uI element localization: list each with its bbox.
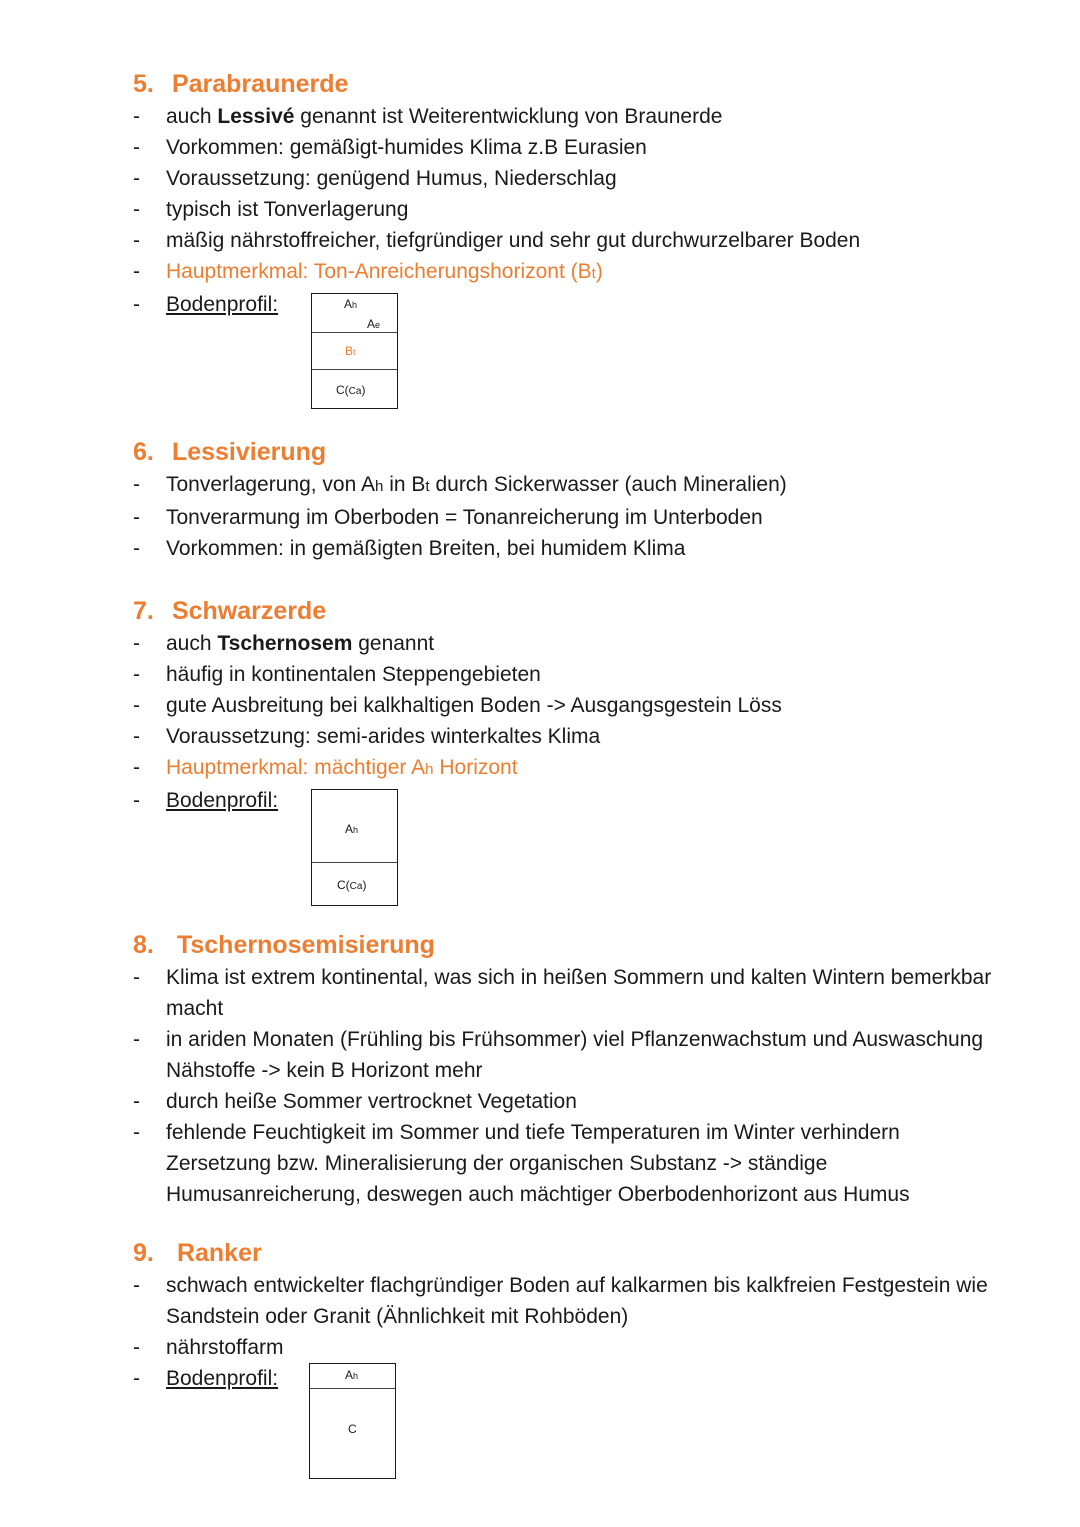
list-item: - in ariden Monaten (Frühling bis Frühsommer) viel Pflanzenwachstum und Auswaschung Nähstoffe -> kein B Horizont mehr — [133, 1028, 984, 1082]
list-item: - durch heiße Sommer vertrocknet Vegetation — [133, 1090, 577, 1113]
list-item: - Klima ist extrem kontinental, was sich in heißen Sommern und kalten Wintern bemerkbar macht — [133, 966, 992, 1020]
horizon-label: C(Ca) — [337, 878, 367, 892]
section-ranker — [133, 1236, 1033, 1394]
horizon-label: C(Ca) — [336, 383, 366, 397]
list-item: - Vorkommen: in gemäßigten Breiten, bei humidem Klima — [133, 537, 686, 560]
list-item: - auch Lessivé genannt ist Weiterentwicklung von Braunerde — [133, 105, 723, 128]
section-heading: 9. Ranker — [133, 1239, 262, 1267]
bullet-list — [133, 469, 1033, 564]
list-item: - auch Tschernosem genannt — [133, 632, 435, 655]
horizon-divider — [312, 369, 397, 370]
bullet-list — [133, 1270, 1003, 1394]
soil-profile-parabraunerde — [311, 293, 398, 409]
section-lessivierung — [133, 435, 1033, 564]
list-item: - Voraussetzung: semi-arides winterkaltes Klima — [133, 725, 601, 748]
section-schwarzerde — [133, 594, 1033, 816]
list-item-highlight: - Hauptmerkmal: mächtiger Ah Horizont — [133, 756, 518, 779]
list-item-highlight: - Hauptmerkmal: Ton-Anreicherungshorizont (Bt) — [133, 260, 603, 283]
section-heading: 6. Lessivierung — [133, 438, 327, 466]
list-item: - Bodenprofil: — [133, 293, 279, 316]
list-item: - typisch ist Tonverlagerung — [133, 198, 409, 221]
bullet-list — [133, 628, 1033, 816]
list-item: - fehlende Feuchtigkeit im Sommer und tiefe Temperaturen im Winter verhindern Zersetzung bzw. Mineralisierung der organischen Substanz -> ständige Humusanreicherung, deswegen auch mächtiger Oberbodenhorizont aus Humus — [133, 1121, 910, 1206]
list-item: - mäßig nährstoffreicher, tiefgründiger und sehr gut durchwurzelbarer Boden — [133, 229, 861, 252]
soil-profile-ranker — [309, 1363, 396, 1479]
list-item: - Tonverarmung im Oberboden = Tonanreicherung im Unterboden — [133, 506, 763, 529]
list-item: - schwach entwickelter flachgründiger Boden auf kalkarmen bis kalkfreien Festgestein wie Sandstein oder Granit (Ähnlichkeit mit Rohböden) — [133, 1274, 988, 1328]
horizon-label: Ae — [367, 317, 381, 331]
section-heading: 5. Parabraunerde — [133, 70, 349, 98]
soil-profile-schwarzerde — [311, 789, 398, 906]
horizon-label: Ah — [345, 1368, 359, 1382]
bullet-list — [133, 962, 1003, 1210]
list-item: - Voraussetzung: genügend Humus, Niederschlag — [133, 167, 617, 190]
horizon-label: Bt — [345, 344, 356, 358]
horizon-divider — [312, 332, 397, 333]
list-item: - Tonverlagerung, von Ah in Bt durch Sickerwasser (auch Mineralien) — [133, 473, 787, 496]
section-parabraunerde — [133, 67, 1033, 320]
list-item: - Vorkommen: gemäßigt-humides Klima z.B Eurasien — [133, 136, 647, 159]
bullet-list — [133, 101, 1033, 320]
list-item: - häufig in kontinentalen Steppengebieten — [133, 663, 541, 686]
section-heading: 7. Schwarzerde — [133, 597, 327, 625]
horizon-label: Ah — [345, 822, 359, 836]
list-item: - nährstoffarm — [133, 1336, 284, 1359]
horizon-divider — [312, 862, 397, 863]
list-item: - Bodenprofil: — [133, 1367, 279, 1390]
list-item: - gute Ausbreitung bei kalkhaltigen Boden -> Ausgangsgestein Löss — [133, 694, 782, 717]
list-item: - Bodenprofil: — [133, 789, 279, 812]
horizon-divider — [310, 1388, 395, 1389]
section-tschernosemisierung — [133, 928, 1033, 1210]
horizon-label: C — [348, 1422, 357, 1436]
section-heading: 8. Tschernosemisierung — [133, 931, 435, 959]
horizon-label: Ah — [344, 297, 358, 311]
